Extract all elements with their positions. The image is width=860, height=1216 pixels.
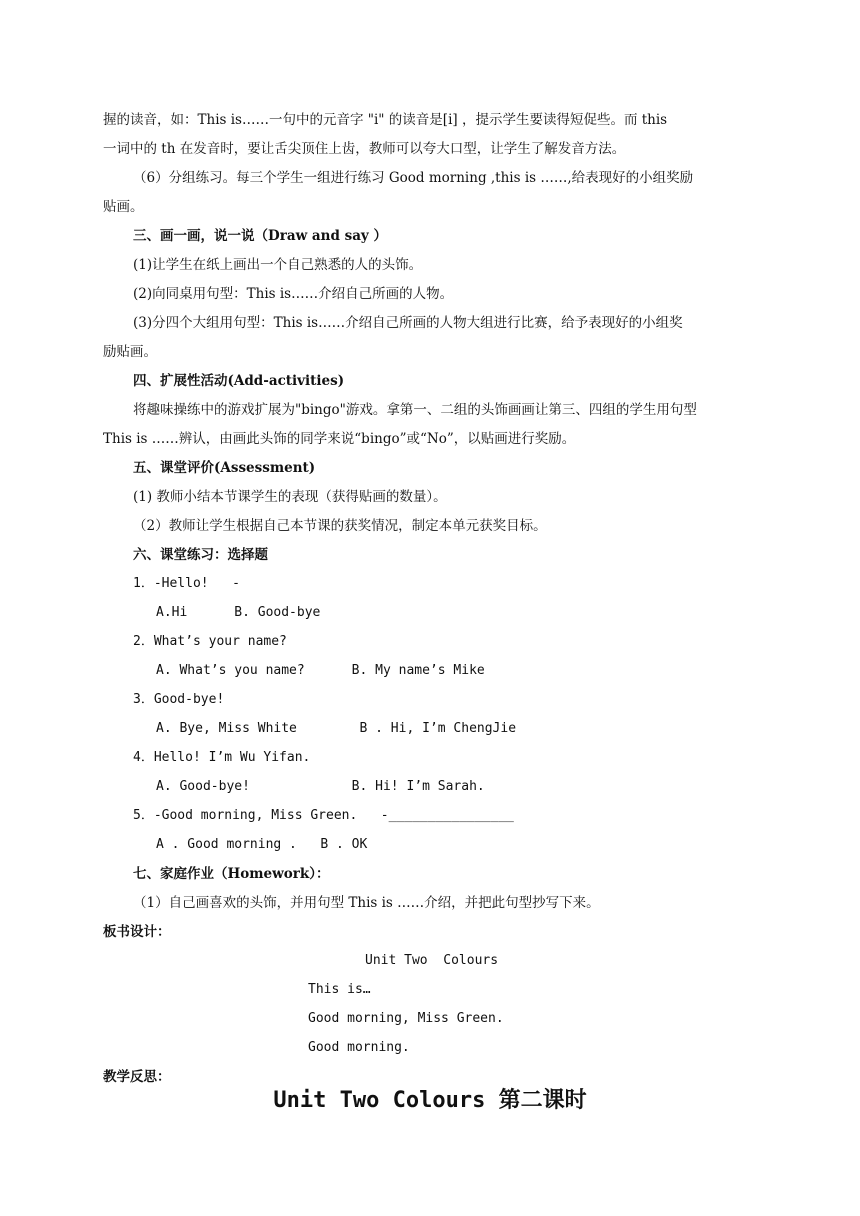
board-line: Good morning, Miss Green. (308, 1011, 504, 1026)
text-line: (1) 教师小结本节课学生的表现（获得贴画的数量）。 (133, 489, 447, 505)
question: 1．-Hello! - (133, 576, 240, 591)
text-line: （2）教师让学生根据自己本节课的获奖情况，制定本单元获奖目标。 (133, 518, 547, 534)
section-heading: 六、课堂练习：选择题 (133, 547, 268, 563)
next-lesson-title (0, 1086, 860, 1115)
board-title: Unit Two Colours (365, 953, 499, 968)
text-line: 将趣味操练中的游戏扩展为"bingo"游戏。拿第一、二组的头饰画画让第三、四组的学生用句型 (133, 402, 697, 418)
board-line: This is… (308, 982, 371, 997)
answer-options: A. What’s you name? B. My name’s Mike (156, 663, 485, 678)
question: 5．-Good morning, Miss Green. -________________ (133, 808, 514, 823)
text-line: 励贴画。 (103, 344, 157, 360)
text-line: (2)向同桌用句型：This is……介绍自己所画的人物。 (133, 286, 454, 302)
board-design-label: 板书设计： (103, 924, 171, 940)
text-line: (3)分四个大组用句型：This is……介绍自己所画的人物大组进行比赛，给予表现好的小组奖 (133, 315, 683, 331)
text-line: （6）分组练习。每三个学生一组进行练习 Good morning ,this is ……,给表现好的小组奖励 (133, 170, 694, 186)
answer-options: A.Hi B. Good-bye (156, 605, 321, 620)
text-line: (1)让学生在纸上画出一个自己熟悉的人的头饰。 (133, 257, 423, 273)
text-line: 握的读音，如：This is……一句中的元音字 "i" 的读音是[i] ，提示学生要读得短促些。而 this (103, 112, 668, 128)
question: 2．What’s your name? (133, 634, 287, 649)
text-line: 一词中的 th 在发音时，要让舌尖顶住上齿，教师可以夸大口型，让学生了解发音方法。 (103, 141, 626, 157)
question: 4．Hello! I’m Wu Yifan. (133, 750, 311, 765)
answer-options: A. Bye, Miss White B . Hi, I’m ChengJie (156, 721, 517, 736)
text-line: 贴画。 (103, 199, 144, 215)
answer-options: A. Good-bye! B. Hi! I’m Sarah. (156, 779, 485, 794)
reflection-label: 教学反思： (103, 1069, 171, 1085)
board-line: Good morning. (308, 1040, 410, 1055)
title-english: Unit Two Colours (273, 1088, 486, 1113)
section-heading: 三、画一画，说一说（Draw and say ） (133, 228, 387, 244)
section-heading: 五、课堂评价(Assessment) (133, 460, 316, 476)
question: 3．Good-bye! (133, 692, 225, 707)
answer-options: A . Good morning . B . OK (156, 837, 368, 852)
title-chinese: 第二课时 (498, 1087, 587, 1113)
section-heading: 七、家庭作业（Homework）： (133, 866, 330, 882)
text-line: （1）自己画喜欢的头饰，并用句型 This is ……介绍，并把此句型抄写下来。 (133, 895, 600, 911)
text-line: This is ……辨认，由画此头饰的同学来说“bingo”或“No”，以贴画进行奖励。 (103, 431, 576, 447)
section-heading: 四、扩展性活动(Add-activities) (133, 373, 345, 389)
